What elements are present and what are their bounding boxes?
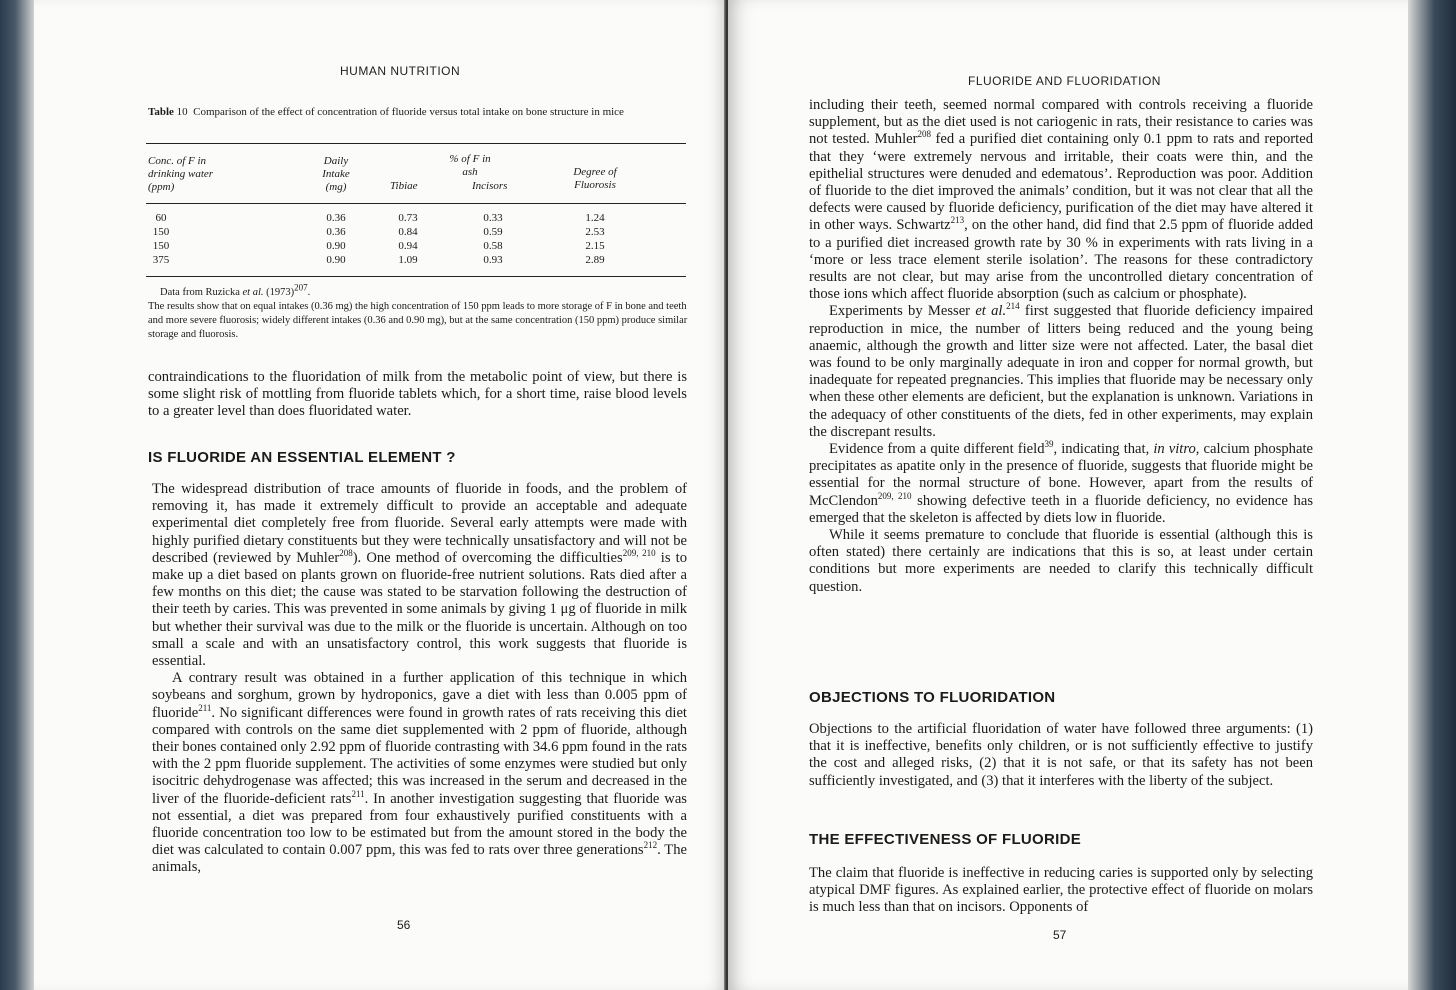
header-fluorosis-line2: Fluorosis [574,179,616,191]
citation-ref: 208 [917,129,931,140]
right-page [728,0,1408,990]
table-cell: 0.73 [398,212,418,224]
header-conc [148,155,213,194]
text-run: The widespread distribution of trace amounts of fluoride in foods, and the problem of removing it, has made it extremely difficult to provide an acceptable and adequate experimental diet completely free from fluoride. Several early attempts were made with highly purified dietary constituents but they were technically unsatisfactory and will not be described (reviewed by Muhler [152,481,687,566]
table-cell: 0.93 [483,254,503,266]
text-run: showing defective teeth in a fluoride deficiency, no evidence has emerged that the skeleton is affected by diets low in fluoride. [809,492,1313,526]
citation-ref: 208 [339,547,353,558]
table-note: The results show that on equal intakes (0.36 mg) the high concentration of 150 ppm leads to more storage of F in bone and teeth and more severe fluorosis; widely different intakes (0.36 and 0.90 mg), but at the same concentration (150 ppm) produce similar storage and fluorosis. [148,301,688,340]
table-cell: 150 [152,226,170,238]
right-body-top [809,97,1313,596]
table-caption-number: 10 [176,106,188,118]
book-cover-left-edge [0,0,34,990]
right-paragraph-2 [809,303,1313,441]
table-cell: 0.94 [398,240,418,252]
text-run: Experiments by Messer [829,303,976,320]
table-cell: 0.90 [326,240,346,252]
table-cell: 1.09 [398,254,418,266]
section-heading-effectiveness: THE EFFECTIVENESS OF FLUORIDE [809,831,1082,848]
header-fluorosis-line1: Degree of [573,166,617,178]
effectiveness-text: The claim that fluoride is ineffective in reducing caries is supported only by selecting atypical DMF figures. As explained earlier, the protective effect of fluoride on molars is much less than that on incisors. Opponents of [809,865,1313,916]
table-cell: 150 [152,240,170,252]
text-run: . The animals, [152,842,687,876]
right-paragraph-4: While it seems premature to conclude that fluoride is essential (although this is often stated) there certainly are indications that this is so, at least under certain conditions but more experiments are needed to clarify this technically difficult question. [809,527,1313,595]
citation-ref: 212 [643,840,658,851]
source-ref: 207 [294,282,308,293]
table-caption-label: Table [148,106,174,118]
table-cell: 0.36 [326,226,346,238]
text-run: first suggested that fluoride deficiency impaired reproduction in mice, the number of litters being reduced and the young being anaemic, although the growth and litter size were not affected. Later, the basal diet was found to be only marginally adequate in iron and copper for normal growth, but inadequate for repeated pregnancies. This implies that fluoride may be necessary only when these other elements are deficient, but the explanation is unknown. Variations in the adequacy of other constituents of the diets, fed in other experiments, may explain the discrepant results. [809,303,1314,440]
header-fluorosis [562,166,628,192]
source-end: . [307,287,311,298]
table-cell: 0.33 [483,212,503,224]
right-paragraph-3 [809,441,1313,527]
table-bottom-rule [146,276,686,277]
citation-ref: 213 [950,215,965,226]
objections-text: Objections to the artificial fluoridation of water have followed three arguments: (1) that it is ineffective, benefits only children, or is not sufficiently effective to justify the cost and alleged risks, (2) that it is not safe, or that its safety has not been sufficiently investigated, and (3) that it interferes with the liberty of the subject. [809,721,1313,789]
essential-paragraph-2 [152,670,687,876]
text-run: , indicating that, [1053,441,1154,458]
text-run: including their teeth, seemed normal compared with controls receiving a fluoride supplement, but as the diet used is not cariogenic in rats, their resistance to caries was not tested. Muhler [809,97,1313,148]
running-head-left: HUMAN NUTRITION [340,64,461,78]
text-run: . In another investigation suggesting that fluoride was not essential, a diet was prepared from four exhaustively purified constituents with a fluoride concentration too low to be estimated but from the amount stored in the body the diet was calculated to contain 0.007 ppm, this was fed to rats over three generations [152,790,687,859]
page-number-right: 57 [1053,928,1067,942]
table-cell: 375 [152,254,170,266]
header-conc-line2: drinking water [148,168,214,180]
table-cell: 1.24 [585,212,605,224]
header-conc-line1: Conc. of F in [148,155,207,167]
header-intake-line3: (mg) [325,181,347,193]
etal-italic: et al. [975,303,1007,320]
essential-paragraph-1 [152,481,687,670]
text-run: , on the other hand, did find that 2.5 ppm of fluoride added to a purified diet increased growth rate by 30 % in experiments with rats living in a ‘more or less trace element sterile isolation’. The reasons for these contradictory results are not clear, but may arise from the uncontrolled dietary concentration of those ions which affect fluoride absorption (such as calcium or phosphate). [809,217,1313,303]
header-pct-line2: ash [462,166,478,178]
header-intake-line1: Daily [323,155,349,167]
text-run: Evidence from a quite different field [829,441,1045,458]
header-tibiae: Tibiae [390,180,418,192]
left-page [34,0,726,990]
source-suffix: (1973) [263,287,295,298]
table-cell: 0.90 [326,254,346,266]
table-cell: 0.36 [326,212,346,224]
text-run: ). One method of overcoming the difficulties [352,549,623,566]
text-run: . No significant differences were found in growth rates of rats receiving this diet compared with controls on the same diet supplemented with 2 ppm of fluoride, although their bones contained only 2.92 ppm of fluoride contrasting with 34.6 ppm found in the rats with the 2 ppm fluoride supplement. The activities of some enzymes were studied but only isocitric dehydrogenase was affected; this was increased in the serum and decreased in the liver of the fluoride-deficient rats [152,704,687,807]
table-caption [148,106,688,119]
table-cell: 0.59 [483,226,503,238]
citation-ref: 39 [1044,439,1054,450]
text-run: fed a purified diet containing only 0.1 ppm to rats and reported that they ‘were extremely nervous and irritable, their coats were thin, and the epithelial structures were denuded and edematous’. Reproduction was poor. Addition of fluoride to the diet improved the animals’ condition, but it was not clear that all the defects were caused by fluoride deficiency, purification of the diet may have altered it in other ways. Schwartz [809,131,1313,234]
effectiveness-body [809,865,1313,917]
text-run: A contrary result was obtained in a further application of this technique in which soybeans and sorghum, grown by hydroponics, gave a diet with less than 0.005 ppm of fluoride [152,670,687,721]
header-intake-line2: Intake [322,168,350,180]
intro-paragraph [148,369,687,421]
citation-ref: 214 [1006,301,1020,312]
text-run: is to make up a diet based on plants grown on fluoride-free nutrient solutions. Rats died after a few months on this diet; the cause was stated to be starvation following the destruction of their teeth by caries. This was prevented in some animals by giving 1 μg of fluoride in milk but whether their survival was due to the milk or the fluoride is uncertain. Although on too small a scale and with an unsatisfactory control, this work suggests that fluoride is essential. [152,549,688,670]
table-caption-text: Comparison of the effect of concentration of fluoride versus total intake on bone structure in mice [193,106,624,118]
table-cell: 60 [155,212,167,224]
table-cell: 0.58 [483,240,503,252]
book-cover-right-edge [1408,0,1456,990]
header-incisors: Incisors [472,180,508,192]
citation-ref: 209, 210 [877,490,912,501]
page-number-left: 56 [397,918,411,932]
section-heading-essential: IS FLUORIDE AN ESSENTIAL ELEMENT ? [148,449,456,466]
header-pct-line1: % of F in [449,153,491,165]
table-cell: 0.84 [398,226,418,238]
right-paragraph-1 [809,97,1313,303]
table-top-rule [146,143,686,144]
source-prefix: Data from Ruzicka [160,287,243,298]
table-cell: 2.89 [585,254,605,266]
intro-text: contraindications to the fluoridation of milk from the metabolic point of view, but there is some slight risk of mottling from fluoride tablets which, for a short time, raise blood levels to a greater level than does fluoridated water. [148,369,687,420]
source-etal: et al. [242,287,264,298]
essential-section-body [152,481,687,877]
in-vitro-italic: in vitro [1153,441,1196,458]
citation-ref: 211 [351,788,365,799]
citation-ref: 211 [198,702,212,713]
text-run: , calcium phosphate precipitates as apatite only in the presence of fluoride, suggests that fluoride might be essential for the normal structure of bone. However, apart from the results of McClendon [809,441,1313,509]
citation-ref: 209, 210 [622,547,656,558]
table-source [160,282,700,300]
table-cell: 2.15 [585,240,605,252]
header-pct-group [420,153,520,179]
table-cell: 2.53 [585,226,605,238]
running-head-right: FLUORIDE AND FLUORIDATION [968,74,1161,88]
table-header-rule [146,203,686,204]
objections-body [809,721,1313,790]
header-intake [312,155,360,194]
header-conc-line3: (ppm) [148,181,175,193]
section-heading-objections: OBJECTIONS TO FLUORIDATION [809,689,1056,706]
